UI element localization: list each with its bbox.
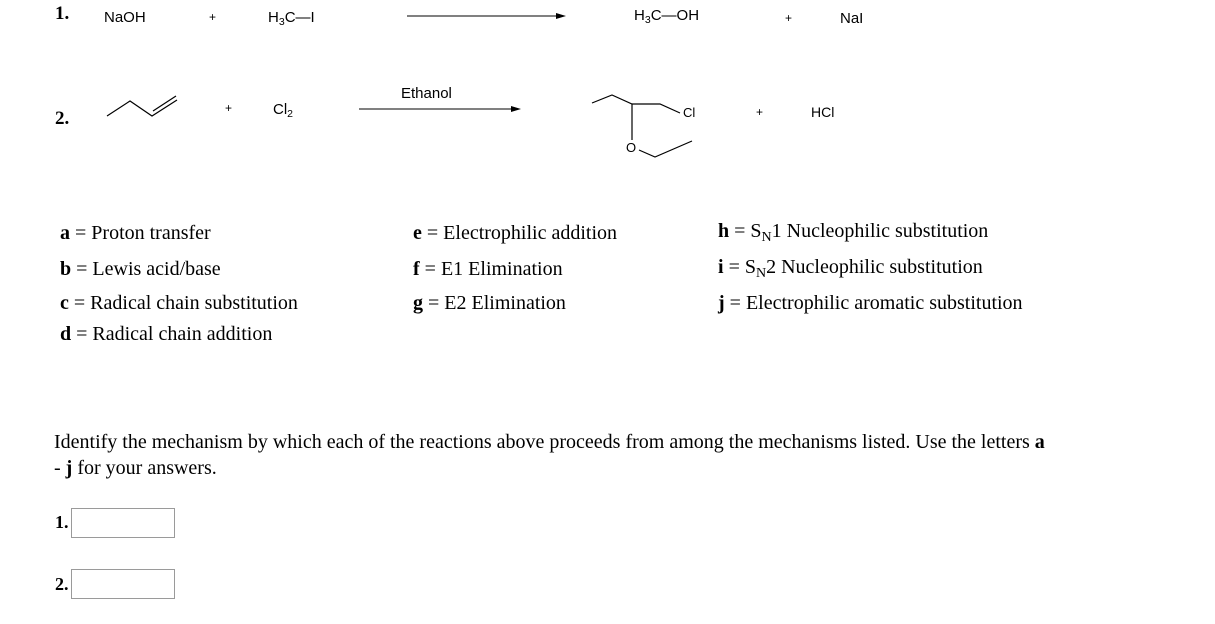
reaction-1-reagent-naoh: NaOH	[104, 9, 146, 26]
reaction-2-product-hcl: HCl	[811, 104, 835, 120]
reaction-2-plus-2: +	[756, 105, 764, 119]
reaction-1-number: 1.	[55, 3, 70, 24]
reaction-1-plus-2: +	[785, 11, 793, 25]
answer-2-label: 2.	[55, 574, 69, 594]
mechanism-h: $h = S_N1$ Nucleophilic substitution	[718, 220, 989, 246]
mechanism-c: c = Radical chain substitution	[60, 292, 298, 314]
reaction-2-plus-1: +	[225, 101, 233, 115]
mechanism-b: b = Lewis acid/base	[60, 258, 221, 280]
reaction-2-condition-ethanol: Ethanol	[401, 85, 452, 102]
reaction-1-reagent-methyl-iodide: $H_3C—I$	[268, 9, 315, 29]
mechanism-a: a = Proton transfer	[60, 222, 211, 244]
reaction-1-product-nai: NaI	[840, 10, 864, 27]
answer-1-label: 1.	[55, 512, 69, 532]
reaction-1-plus-1: +	[209, 10, 217, 24]
mechanism-e: e = Electrophilic addition	[413, 222, 618, 244]
mechanism-f: f = E1 Elimination	[413, 258, 563, 280]
reaction-1-product-methanol: $H_3C—OH$	[634, 7, 700, 27]
answer-1-input[interactable]	[71, 508, 175, 538]
question-text: Identify the mechanism by which each of the reactions above proceeds from among the mechanisms listed. Use the letters a - j for your answers.	[54, 431, 1045, 479]
answer-2-input[interactable]	[71, 569, 175, 599]
mechanism-d: d = Radical chain addition	[60, 323, 273, 345]
reaction-2-product-o-label: O	[626, 140, 637, 155]
mechanism-i: $i = S_N2$ Nucleophilic substitution	[718, 256, 983, 282]
reaction-2-reagent-chlorine: $Cl_2$	[273, 101, 294, 121]
mechanism-j: j = Electrophilic aromatic substitution	[718, 292, 1023, 314]
reaction-2-number: 2.	[55, 108, 70, 129]
reaction-2-product-cl-label: Cl	[683, 105, 696, 120]
mechanism-g: g = E2 Elimination	[413, 292, 566, 314]
